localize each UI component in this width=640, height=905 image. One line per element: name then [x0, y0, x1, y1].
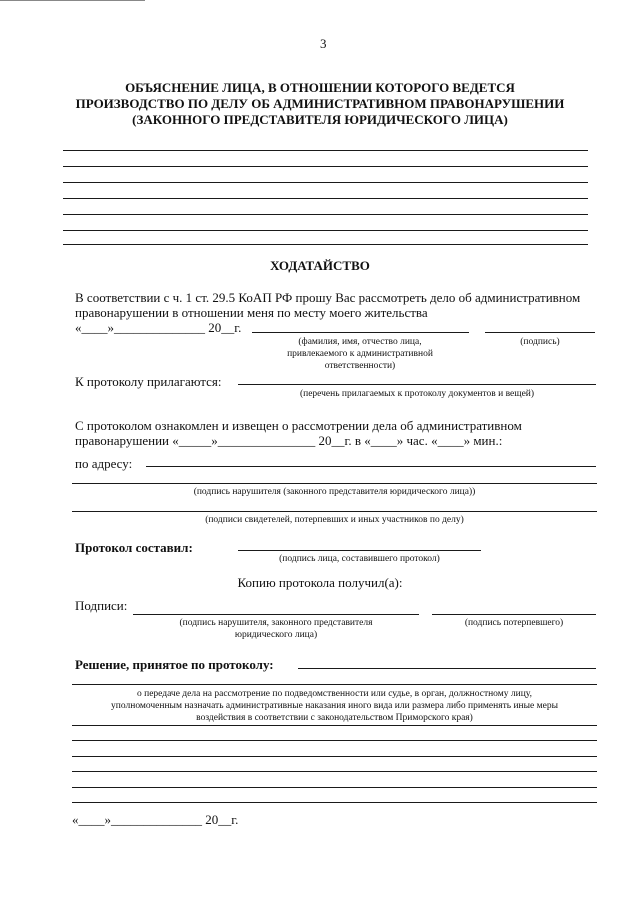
- petition-date[interactable]: «____»______________ 20__г.: [75, 320, 242, 335]
- violator-signature-line[interactable]: [72, 483, 597, 484]
- explanation-line[interactable]: [63, 230, 588, 231]
- decision-label: Решение, принятое по протоколу:: [75, 657, 274, 672]
- compiled-by-label: Протокол составил:: [75, 540, 193, 555]
- petition-heading: ХОДАТАЙСТВО: [270, 258, 370, 273]
- compiler-signature-caption: (подпись лица, составившего протокол): [279, 554, 440, 564]
- decision-line[interactable]: [72, 802, 597, 803]
- violator-signature-caption: (подпись нарушителя (законного представителя юридического лица)): [193, 487, 476, 497]
- explanation-line[interactable]: [63, 198, 588, 199]
- fio-caption-1: (фамилия, имя, отчество лица,: [298, 337, 422, 347]
- footer-date[interactable]: «____»______________ 20__г.: [72, 812, 239, 827]
- fio-caption-3: ответственности): [324, 361, 396, 371]
- scan-edge-mark: [0, 0, 145, 1]
- copy-received-label: Копию протокола получил(а):: [237, 575, 403, 590]
- witness-signature-caption: (подписи свидетелей, потерпевших и иных участников по делу): [205, 515, 464, 525]
- petition-text-line-2: правонарушении в отношении меня по месту моего жительства: [75, 305, 428, 320]
- decision-caption-1: о передаче дела на рассмотрение по подведомственности или судье, в орган, должностному лицу,: [137, 689, 532, 699]
- violator-sign-caption-1: (подпись нарушителя, законного представителя: [179, 618, 373, 628]
- fio-caption-2: привлекаемого к административной: [287, 349, 433, 359]
- violator-sign-caption-2: юридического лица): [234, 630, 318, 640]
- title-line-3: (ЗАКОННОГО ПРЕДСТАВИТЕЛЯ ЮРИДИЧЕСКОГО ЛИЦА): [132, 112, 508, 127]
- explanation-line[interactable]: [63, 182, 588, 183]
- victim-sign-line[interactable]: [432, 614, 596, 615]
- address-line[interactable]: [146, 466, 596, 467]
- explanation-line[interactable]: [63, 150, 588, 151]
- attachments-line[interactable]: [238, 384, 596, 385]
- notice-line-2[interactable]: правонарушении «_____»_______________ 20__г. в «____» час. «____» мин.:: [75, 433, 503, 448]
- decision-line[interactable]: [298, 668, 596, 669]
- title-line-2: ПРОИЗВОДСТВО ПО ДЕЛУ ОБ АДМИНИСТРАТИВНОМ ПРАВОНАРУШЕНИИ: [75, 96, 565, 111]
- decision-line[interactable]: [72, 740, 597, 741]
- decision-line[interactable]: [72, 787, 597, 788]
- explanation-line[interactable]: [63, 166, 588, 167]
- notice-line-1: С протоколом ознакомлен и извещен о рассмотрении дела об административном: [75, 418, 522, 433]
- address-label: по адресу:: [75, 456, 133, 471]
- page-number: 3: [320, 36, 327, 51]
- decision-line[interactable]: [72, 771, 597, 772]
- compiler-signature-line[interactable]: [238, 550, 481, 551]
- explanation-line[interactable]: [63, 244, 588, 245]
- decision-caption-2: уполномоченным назначать административные наказания иного вида или размера либо применять иные меры: [111, 701, 558, 711]
- fio-line[interactable]: [252, 332, 469, 333]
- decision-line[interactable]: [72, 684, 597, 685]
- witness-signature-line[interactable]: [72, 511, 597, 512]
- victim-sign-caption: (подпись потерпевшего): [464, 618, 564, 628]
- title-line-1: ОБЪЯСНЕНИЕ ЛИЦА, В ОТНОШЕНИИ КОТОРОГО ВЕДЕТСЯ: [125, 80, 515, 95]
- decision-line[interactable]: [72, 756, 597, 757]
- decision-caption-3: воздействия в соответствии с законодательством Приморского края): [196, 713, 473, 723]
- signature-line[interactable]: [485, 332, 595, 333]
- decision-line[interactable]: [72, 725, 597, 726]
- petition-text-line-1: В соответствии с ч. 1 ст. 29.5 КоАП РФ прошу Вас рассмотреть дело об административном: [75, 290, 581, 305]
- attachments-label: К протоколу прилагаются:: [75, 374, 222, 389]
- signatures-label: Подписи:: [75, 598, 128, 613]
- explanation-line[interactable]: [63, 214, 588, 215]
- attachments-caption: (перечень прилагаемых к протоколу документов и вещей): [299, 389, 535, 399]
- violator-sign-line[interactable]: [133, 614, 419, 615]
- signature-caption: (подпись): [520, 337, 560, 347]
